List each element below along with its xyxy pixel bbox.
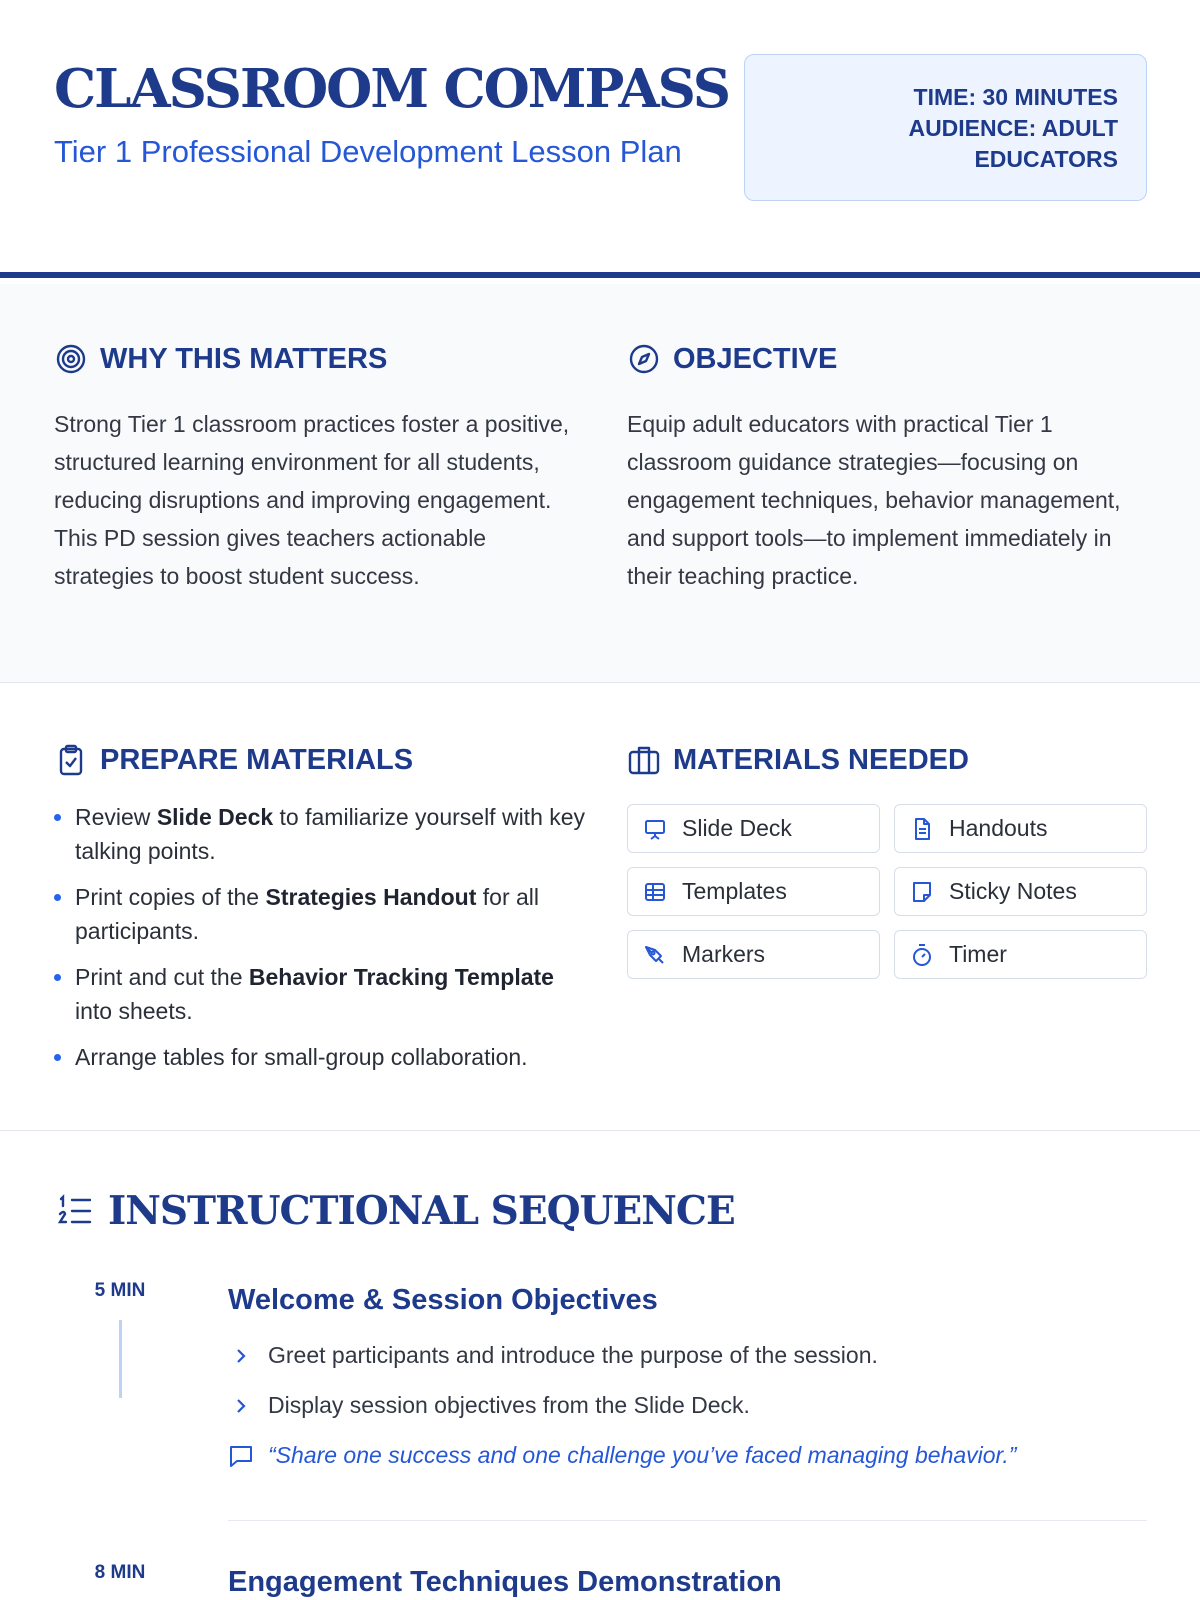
list-item: Arrange tables for small-group collaboration. [54,1040,594,1074]
material-templates: Templates [627,867,880,916]
presentation-icon [642,816,668,842]
list-item: Print and cut the Behavior Tracking Template into sheets. [54,960,594,1028]
step-2-title: Engagement Techniques Demonstration [228,1566,782,1598]
objective-column [627,339,1152,595]
document-icon [909,816,935,842]
sequence-heading: INSTRUCTIONAL SEQUENCE [108,1188,735,1234]
page-header [0,0,1200,278]
materials-column [627,740,1152,979]
marker-icon [642,942,668,968]
prepare-heading: PREPARE MATERIALS [100,743,414,776]
timeline-line [119,1320,122,1398]
page-subtitle: Tier 1 Professional Development Lesson Plan [54,134,682,169]
step-divider [228,1520,1147,1521]
step-1-prompt: “Share one success and one challenge you’ve faced managing behavior.” [228,1442,1016,1469]
numbered-list-icon [56,1192,94,1230]
step-1-duration: 5 MIN [94,1280,146,1301]
why-heading: WHY THIS MATTERS [100,342,388,375]
why-text: Strong Tier 1 classroom practices foster a positive, structured learning environment for all students, reducing disruptions and improving engagement. This PD session gives teachers actionable strategies to boost student success. [54,411,570,589]
session-time: TIME: 30 MINUTES [913,84,1118,110]
materials-grid [627,804,1152,979]
compass-icon [627,342,661,376]
target-icon [54,342,88,376]
objective-heading: OBJECTIVE [673,342,838,375]
material-handouts: Handouts [894,804,1147,853]
list-item: Review Slide Deck to familiarize yourself with key talking points. [54,800,594,868]
material-timer: Timer [894,930,1147,979]
session-audience: AUDIENCE: ADULT EDUCATORS [908,115,1118,172]
sequence-header [56,1188,735,1234]
speech-bubble-icon [228,1443,254,1469]
material-slide-deck: Slide Deck [627,804,880,853]
step-2-duration: 8 MIN [94,1562,146,1583]
overview-section [0,284,1200,683]
material-sticky-notes: Sticky Notes [894,867,1147,916]
list-item: Print copies of the Strategies Handout for all participants. [54,880,594,948]
prepare-list [54,800,594,1074]
step-1-title: Welcome & Session Objectives [228,1284,658,1316]
briefcase-icon [627,743,661,777]
step-1-item: Display session objectives from the Slide Deck. [232,1392,750,1419]
objective-text: Equip adult educators with practical Tier 1 classroom guidance strategies—focusing on engagement techniques, behavior management, and support tools—to implement immediately in their teaching practice. [627,411,1121,589]
session-meta-box [744,54,1147,201]
page-title: CLASSROOM COMPASS [54,58,729,120]
material-markers: Markers [627,930,880,979]
sticky-note-icon [909,879,935,905]
chevron-right-icon [232,1397,250,1415]
clipboard-check-icon [54,743,88,777]
table-icon [642,879,668,905]
chevron-right-icon [232,1347,250,1365]
timer-icon [909,942,935,968]
step-1-item: Greet participants and introduce the purpose of the session. [232,1342,878,1369]
prepare-column [54,740,594,1086]
section-divider [0,1130,1200,1131]
why-column [54,339,574,595]
materials-heading: MATERIALS NEEDED [673,743,969,776]
